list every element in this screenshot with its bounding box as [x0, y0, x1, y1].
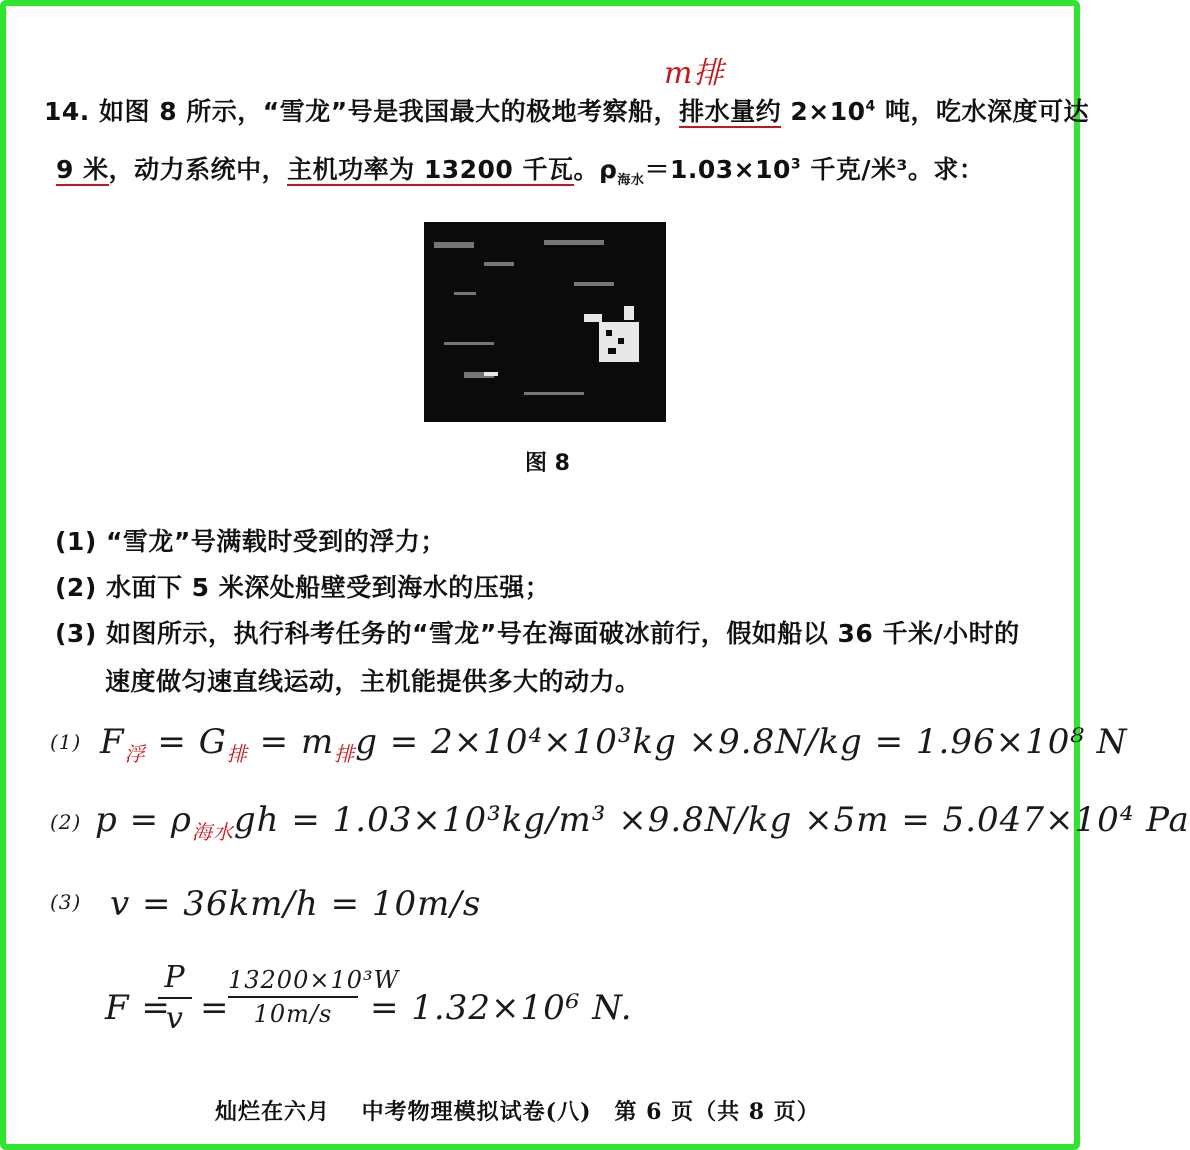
- rho-symbol: 。ρ: [573, 155, 618, 184]
- pressure-symbol: p = ρ: [95, 800, 192, 840]
- question-ask: ³。求：: [896, 155, 985, 184]
- answer-2-calculation: gh = 1.03×10³kg/m³ ×9.8N/kg ×5m = 5.047×10⁴ Pa: [233, 800, 1190, 840]
- answer-1: [100, 722, 1128, 767]
- density-value: ＝1.03×10: [644, 155, 791, 184]
- displacement-value: 2×10: [781, 97, 866, 126]
- power-value: 13200×10³W: [228, 966, 400, 994]
- answer-1-calculation: g = 2×10⁴×10³kg ×9.8N/kg = 1.96×10⁸ N: [355, 722, 1128, 762]
- numeric-fraction: [228, 966, 400, 1028]
- page-footer: 灿烂在六月 中考物理模拟试卷(八) 第 6 页（共 8 页）: [215, 1099, 820, 1125]
- answer-3-force-label: F =: [105, 988, 171, 1028]
- exponent: 4: [865, 98, 876, 115]
- gravity-symbol: = G: [145, 722, 227, 762]
- exponent: 3: [790, 156, 802, 173]
- seawater-subscript: 海水: [191, 819, 234, 844]
- answer-1-label: (1): [50, 730, 82, 754]
- underlined-power: 主机功率为 13200 千瓦: [287, 155, 574, 184]
- question-text: ，动力系统中，: [108, 155, 288, 184]
- subquestion-3-cont: 速度做匀速直线运动，主机能提供多大的动力。: [105, 667, 641, 696]
- answer-3-label: (3): [50, 890, 82, 914]
- figure-caption: 图 8: [525, 451, 570, 476]
- displaced-subscript: 排: [334, 741, 356, 766]
- underlined-depth: 9 米: [56, 155, 109, 184]
- displaced-subscript: 排: [226, 741, 248, 766]
- velocity-value: 10m/s: [253, 1000, 333, 1028]
- subquestion-2: (2) 水面下 5 米深处船壁受到海水的压强；: [55, 573, 551, 602]
- question-line-1: [44, 92, 1089, 128]
- subquestion-3: (3) 如图所示，执行科考任务的“雪龙”号在海面破冰前行，假如船以 36 千米/小时的: [55, 619, 1020, 648]
- buoyancy-subscript: 浮: [124, 741, 146, 766]
- answer-2: [95, 800, 1190, 845]
- force-symbol: F: [100, 722, 125, 762]
- answer-3-result: = 1.32×10⁶ N.: [370, 988, 633, 1028]
- subquestion-1: (1) “雪龙”号满载时受到的浮力；: [55, 527, 446, 556]
- handwritten-annotation-m: m排: [664, 56, 725, 91]
- question-text: 14. 如图 8 所示，“雪龙”号是我国最大的极地考察船，: [44, 97, 680, 126]
- mass-symbol: = m: [247, 722, 335, 762]
- ship-photo: [424, 222, 666, 422]
- rho-subscript: 海水: [617, 173, 645, 188]
- power-over-velocity-fraction: [158, 960, 192, 1036]
- answer-3-velocity: v = 36km/h = 10m/s: [110, 884, 482, 924]
- question-line-2: [56, 150, 984, 188]
- power-symbol: P: [164, 960, 186, 995]
- answer-2-label: (2): [50, 810, 82, 834]
- velocity-symbol: v: [166, 1001, 184, 1036]
- density-unit: 千克/米: [801, 155, 897, 184]
- equals-sign: =: [200, 988, 230, 1028]
- underlined-displacement: 排水量约: [679, 97, 782, 126]
- question-text-cont: 吨，吃水深度可达: [875, 97, 1089, 126]
